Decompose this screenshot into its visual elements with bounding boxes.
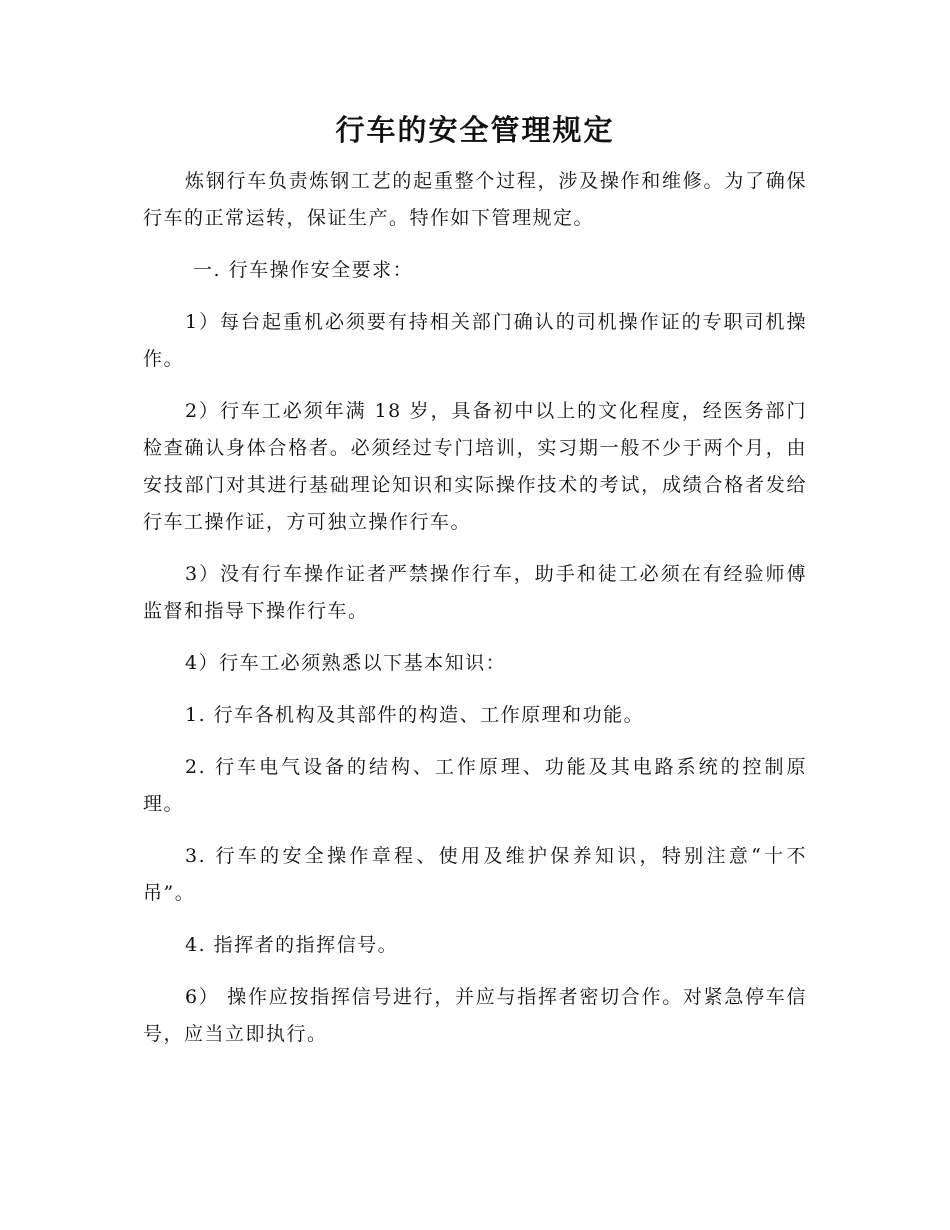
rule-paragraph-6: 6） 操作应按指挥信号进行，并应与指挥者密切合作。对紧急停车信号，应当立即执行。	[143, 986, 807, 1045]
section-heading: 一. 行车操作安全要求：	[193, 259, 414, 281]
rule-paragraph-4: 4）行车工必须熟悉以下基本知识：	[185, 652, 507, 674]
knowledge-item-4: 4. 指挥者的指挥信号。	[185, 934, 399, 956]
knowledge-item-2: 2. 行车电气设备的结构、工作原理、功能及其电路系统的控制原理。	[143, 756, 807, 815]
document-body	[143, 163, 807, 1068]
knowledge-item-1: 1. 行车各机构及其部件的构造、工作原理和功能。	[185, 704, 645, 726]
rule-paragraph-2: 2）行车工必须年满 18 岁，具备初中以上的文化程度，经医务部门检查确认身体合格者。必须经过专门培训，实习期一般不少于两个月，由安技部门对其进行基础理论知识和实际操作技术的考试，成绩合格者发给行车工操作证，方可独立操作行车。	[143, 400, 807, 533]
rule-paragraph-3: 3）没有行车操作证者严禁操作行车，助手和徒工必须在有经验师傅监督和指导下操作行车。	[143, 563, 807, 622]
knowledge-item-3: 3. 行车的安全操作章程、使用及维护保养知识，特别注意“十不吊”。	[143, 845, 807, 904]
document-title: 行车的安全管理规定	[335, 113, 615, 147]
intro-paragraph: 炼钢行车负责炼钢工艺的起重整个过程，涉及操作和维修。为了确保行车的正常运转，保证生产。特作如下管理规定。	[143, 170, 807, 229]
rule-paragraph-1: 1）每台起重机必须要有持相关部门确认的司机操作证的专职司机操作。	[143, 311, 807, 370]
